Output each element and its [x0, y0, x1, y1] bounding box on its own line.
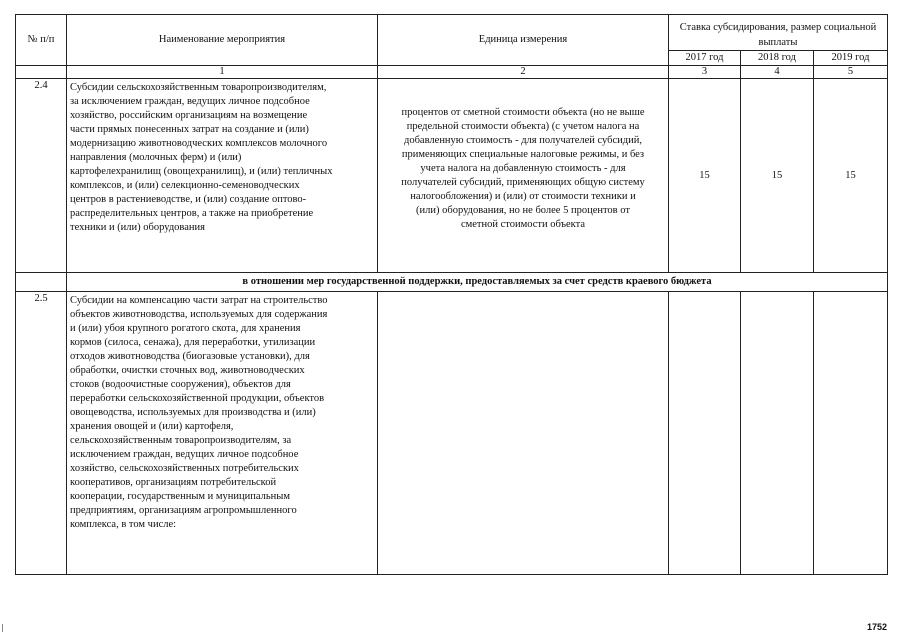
unit-line: учета налога на добавленную стоимость - для: [420, 163, 626, 174]
column-number-0: [16, 66, 67, 79]
header-rate-group: Ставка субсидирования, размер социальной выплаты: [669, 15, 888, 51]
description-line: модернизацию животноводческих комплексов молочного: [70, 138, 328, 149]
column-number-row: [16, 66, 888, 79]
unit-line: предельной стоимости объекта) (с учетом налога на: [406, 121, 640, 132]
row-description-lines: [70, 294, 374, 532]
unit-line: (или) оборудования, но не более 5 процентов от: [416, 205, 630, 216]
table-row: [16, 79, 888, 273]
unit-line: сметной стоимости объекта: [460, 219, 586, 230]
header-year-2018: 2018 год: [741, 51, 814, 66]
rate-2018: [741, 292, 814, 575]
table-row: [16, 292, 888, 575]
header-name: Наименование мероприятия: [67, 15, 378, 66]
column-number-4: 4: [741, 66, 814, 79]
rate-2017: 15: [669, 79, 741, 273]
description-line: центров в растениеводстве, и (или) создание оптово-: [70, 194, 307, 205]
column-number-3: 3: [669, 66, 741, 79]
section-row: [16, 273, 888, 292]
row-description: [67, 79, 378, 273]
description-line: объектов животноводства, используемых для содержания: [70, 309, 328, 320]
rate-2017: [669, 292, 741, 575]
section-heading: в отношении мер государственной поддержки, предоставляемых за счет средств краевого бюджета: [67, 273, 888, 292]
row-number: 2.4: [16, 79, 67, 273]
header-num: № п/п: [16, 15, 67, 66]
description-line: направления (молочных ферм) и (или): [70, 152, 242, 163]
page-number: 1752: [866, 622, 887, 632]
description-line: Субсидии сельскохозяйственным товаропроизводителям,: [70, 82, 327, 93]
row-description: [67, 292, 378, 575]
description-line: хозяйство, сельскохозяйственных потребительских: [70, 463, 299, 474]
description-line: за исключением граждан, ведущих личное подсобное: [70, 96, 310, 107]
column-number-5: 5: [814, 66, 888, 79]
description-line: отходов животноводства (биогазовые установки), для: [70, 351, 310, 362]
unit-line: процентов от сметной стоимости объекта (но не выше: [401, 107, 645, 118]
description-line: исключением граждан, ведущих личное подсобное: [70, 449, 299, 460]
rate-2019: 15: [814, 79, 888, 273]
margin-mark: [2, 624, 3, 632]
description-line: кооперативов, организациям потребительской: [70, 477, 277, 488]
description-line: обработки, очистки сточных вод, животноводческих: [70, 365, 305, 376]
header-row: [16, 15, 888, 51]
column-number-1: 1: [67, 66, 378, 79]
description-line: техники и (или) оборудования: [70, 222, 205, 233]
description-line: хозяйство, российским организациям на возмещение: [70, 110, 308, 121]
unit-line: налогообложения) и (или) от стоимости техники и: [410, 191, 636, 202]
row-description-lines: [70, 81, 374, 235]
unit-line: применяющих специальные налоговые режимы, и без: [401, 149, 645, 160]
unit-line: получателей субсидий, применяющих общую систему: [401, 177, 645, 188]
description-line: предприятиям, организациям агропромышленного: [70, 505, 297, 516]
description-line: комплекса, в том числе:: [70, 519, 177, 530]
header-year-2017: 2017 год: [669, 51, 741, 66]
description-line: переработки сельскохозяйственной продукции, объектов: [70, 393, 325, 404]
description-line: овощеводства, используемых для производства и (или): [70, 407, 316, 418]
description-line: картофелехранилищ (овощехранилищ), и (или) тепличных: [70, 166, 333, 177]
header-year-2019: 2019 год: [814, 51, 888, 66]
section-spacer: [16, 273, 67, 292]
row-unit: [378, 292, 669, 575]
description-line: и (или) убоя крупного рогатого скота, для хранения: [70, 323, 301, 334]
row-number: 2.5: [16, 292, 67, 575]
subsidy-table: [15, 14, 888, 575]
row-unit: [378, 79, 669, 273]
description-line: кормов (силоса, сенажа), для переработки, утилизации: [70, 337, 316, 348]
description-line: хранения овощей и (или) картофеля,: [70, 421, 234, 432]
description-line: части прямых понесенных затрат на создание и (или): [70, 124, 309, 135]
description-line: Субсидии на компенсацию части затрат на строительство: [70, 295, 328, 306]
row-unit-lines: [381, 106, 665, 232]
description-line: комплексов, и (или) селекционно-семеноводческих: [70, 180, 300, 191]
description-line: кооперации, государственным и муниципальным: [70, 491, 290, 502]
header-unit: Единица измерения: [378, 15, 669, 66]
unit-line: добавленную стоимость - для получателей субсидий,: [404, 135, 642, 146]
column-number-2: 2: [378, 66, 669, 79]
rate-2019: [814, 292, 888, 575]
description-line: сельскохозяйственным товаропроизводителям, за: [70, 435, 292, 446]
description-line: распределительных центров, а также на приобретение: [70, 208, 314, 219]
description-line: стоков (водоочистные сооружения), объектов для: [70, 379, 291, 390]
rate-2018: 15: [741, 79, 814, 273]
